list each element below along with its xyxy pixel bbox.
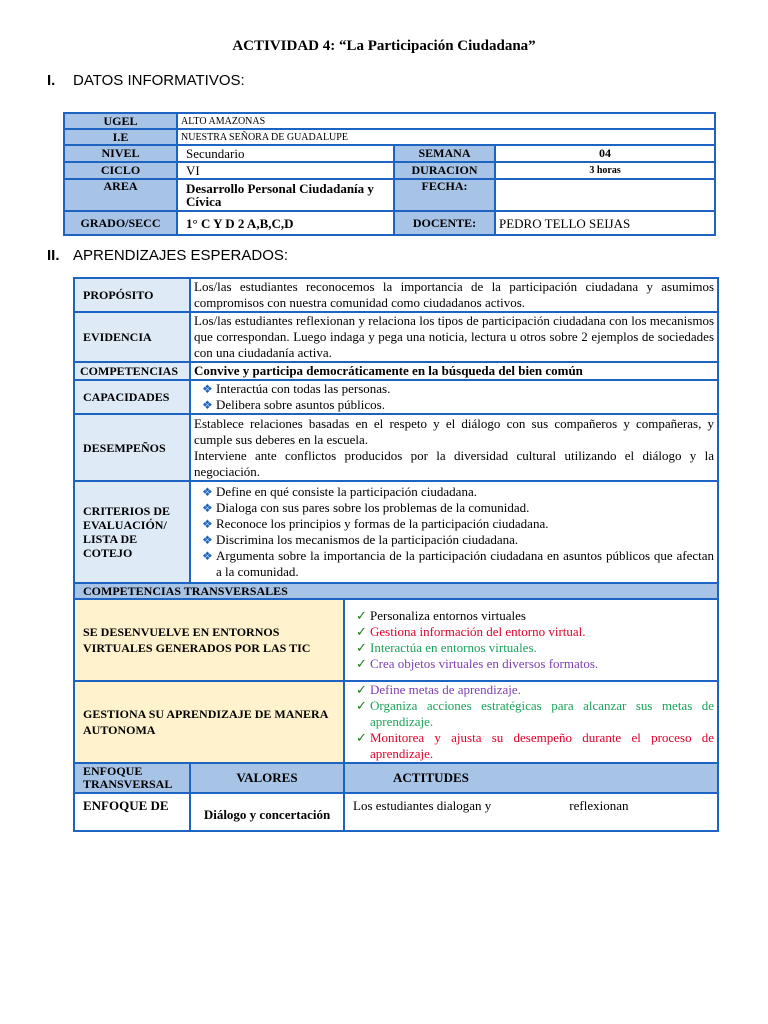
- grado-value: 1° C Y D 2 A,B,C,D: [177, 211, 394, 235]
- area-value: Desarrollo Personal Ciudadanía y Cívica: [177, 179, 394, 211]
- checkmark-icon: ✓: [356, 624, 367, 639]
- grado-label: GRADO/SECC: [64, 211, 177, 235]
- checkmark-icon: ✓: [356, 730, 367, 745]
- section-number: II.: [47, 247, 60, 264]
- autonoma-item: ✓ Monitorea y ajusta su desempeño durante el proceso de aprendizaje.: [356, 730, 715, 761]
- diamond-bullet-icon: ❖: [202, 382, 213, 396]
- desempenos-label: DESEMPEÑOS: [74, 414, 190, 481]
- fecha-value: [495, 179, 715, 211]
- competencias-label: COMPETENCIAS: [74, 362, 190, 380]
- autonoma-list: [344, 681, 718, 763]
- ie-label: I.E: [64, 129, 177, 145]
- semana-value: 04: [495, 145, 715, 162]
- proposito-label: PROPÓSITO: [74, 278, 190, 312]
- checkmark-icon: ✓: [356, 682, 367, 697]
- criterio-item: ❖ Dialoga con sus pares sobre los problemas de la comunidad.: [202, 500, 530, 515]
- tic-item: ✓ Interactúa en entornos virtuales.: [356, 640, 537, 655]
- valor-value: Diálogo y concertación: [190, 793, 344, 831]
- criterios-label: CRITERIOS DE EVALUACIÓN/ LISTA DE COTEJO: [74, 481, 190, 583]
- competencias-transversales-header: COMPETENCIAS TRANSVERSALES: [74, 583, 718, 599]
- capacidades-list: [190, 380, 718, 414]
- actitud-value: Los estudiantes dialogan y reflexionan: [344, 793, 718, 831]
- criterios-list: [190, 481, 718, 583]
- evidencia-label: EVIDENCIA: [74, 312, 190, 362]
- evidencia-value: Los/las estudiantes reflexionan y relaciona los tipos de participación ciudadana con los mecanismos que correspondan. Luego indaga y pega una noticia, lectura u otros sobre 2 ejemplos de sociedades con una ciudadanía activa.: [190, 312, 718, 362]
- desempeno-paragraph: Establece relaciones basadas en el respeto y el diálogo con sus compañeros y compañeras, y cumple sus deberes en la escuela.: [194, 415, 715, 447]
- section-heading-aprendizajes: [47, 247, 288, 264]
- autonoma-competencia-label: GESTIONA SU APRENDIZAJE DE MANERA AUTONOMA: [74, 681, 344, 763]
- checkmark-icon: ✓: [356, 698, 367, 713]
- desempenos-value: [190, 414, 718, 481]
- criterio-item: ❖ Discrimina los mecanismos de la participación ciudadana.: [202, 532, 519, 547]
- competencias-value: Convive y participa democráticamente en la búsqueda del bien común: [190, 362, 718, 380]
- diamond-bullet-icon: ❖: [202, 501, 213, 515]
- checkmark-icon: ✓: [356, 608, 367, 623]
- tic-competencia-label: SE DESENVUELVE EN ENTORNOS VIRTUALES GENERADOS POR LAS TIC: [74, 599, 344, 681]
- semana-label: SEMANA: [394, 145, 495, 162]
- ugel-value: ALTO AMAZONAS: [177, 113, 715, 129]
- ciclo-label: CICLO: [64, 162, 177, 179]
- actitudes-header: ACTITUDES: [344, 763, 718, 793]
- autonoma-item: ✓ Define metas de aprendizaje.: [356, 682, 521, 697]
- tic-item: ✓ Gestiona información del entorno virtual.: [356, 624, 586, 639]
- datos-informativos-table: [63, 112, 716, 236]
- docente-label: DOCENTE:: [394, 211, 495, 235]
- section-label: DATOS INFORMATIVOS:: [73, 72, 245, 89]
- criterio-item: ❖ Reconoce los principios y formas de la participación ciudadana.: [202, 516, 549, 531]
- capacidad-item: ❖ Delibera sobre asuntos públicos.: [202, 397, 385, 412]
- document-title: ACTIVIDAD 4: “La Participación Ciudadana”: [232, 38, 536, 54]
- tic-list: [344, 599, 718, 681]
- proposito-value: Los/las estudiantes reconocemos la importancia de la participación ciudadana y asumimos compromisos con nuestra comunidad como ciudadanos activos.: [190, 278, 718, 312]
- aprendizajes-table: [73, 277, 719, 832]
- criterio-item: ❖ Argumenta sobre la importancia de la participación ciudadana en asuntos públicos que afectan a la comunidad.: [202, 548, 715, 579]
- criterio-item: ❖ Define en qué consiste la participación ciudadana.: [202, 484, 477, 499]
- ciclo-value: VI: [177, 162, 394, 179]
- tic-item: ✓ Crea objetos virtuales en diversos formatos.: [356, 656, 599, 671]
- valores-header: VALORES: [190, 763, 344, 793]
- diamond-bullet-icon: ❖: [202, 398, 213, 412]
- fecha-label: FECHA:: [394, 179, 495, 211]
- diamond-bullet-icon: ❖: [202, 549, 213, 563]
- enfoque-transversal-header: ENFOQUE TRANSVERSAL: [74, 763, 190, 793]
- section-heading-datos: [47, 72, 245, 89]
- duracion-label: DURACION: [394, 162, 495, 179]
- ie-value: NUESTRA SEÑORA DE GUADALUPE: [177, 129, 715, 145]
- autonoma-item: ✓ Organiza acciones estratégicas para alcanzar sus metas de aprendizaje.: [356, 698, 715, 729]
- checkmark-icon: ✓: [356, 656, 367, 671]
- docente-value: PEDRO TELLO SEIJAS: [495, 211, 715, 235]
- area-label: AREA: [64, 179, 177, 211]
- tic-item: ✓ Personaliza entornos virtuales: [356, 608, 526, 623]
- nivel-value: Secundario: [177, 145, 394, 162]
- capacidad-item: ❖ Interactúa con todas las personas.: [202, 381, 391, 396]
- diamond-bullet-icon: ❖: [202, 533, 213, 547]
- section-label: APRENDIZAJES ESPERADOS:: [73, 247, 289, 264]
- desempeno-paragraph: Interviene ante conflictos producidos por la diversidad cultural utilizando el diálogo y la negociación.: [194, 447, 715, 479]
- checkmark-icon: ✓: [356, 640, 367, 655]
- nivel-label: NIVEL: [64, 145, 177, 162]
- diamond-bullet-icon: ❖: [202, 517, 213, 531]
- ugel-label: UGEL: [64, 113, 177, 129]
- enfoque-de-label: ENFOQUE DE: [74, 793, 190, 831]
- capacidades-label: CAPACIDADES: [74, 380, 190, 414]
- section-number: I.: [47, 72, 56, 89]
- diamond-bullet-icon: ❖: [202, 485, 213, 499]
- duracion-value: 3 horas: [495, 162, 715, 179]
